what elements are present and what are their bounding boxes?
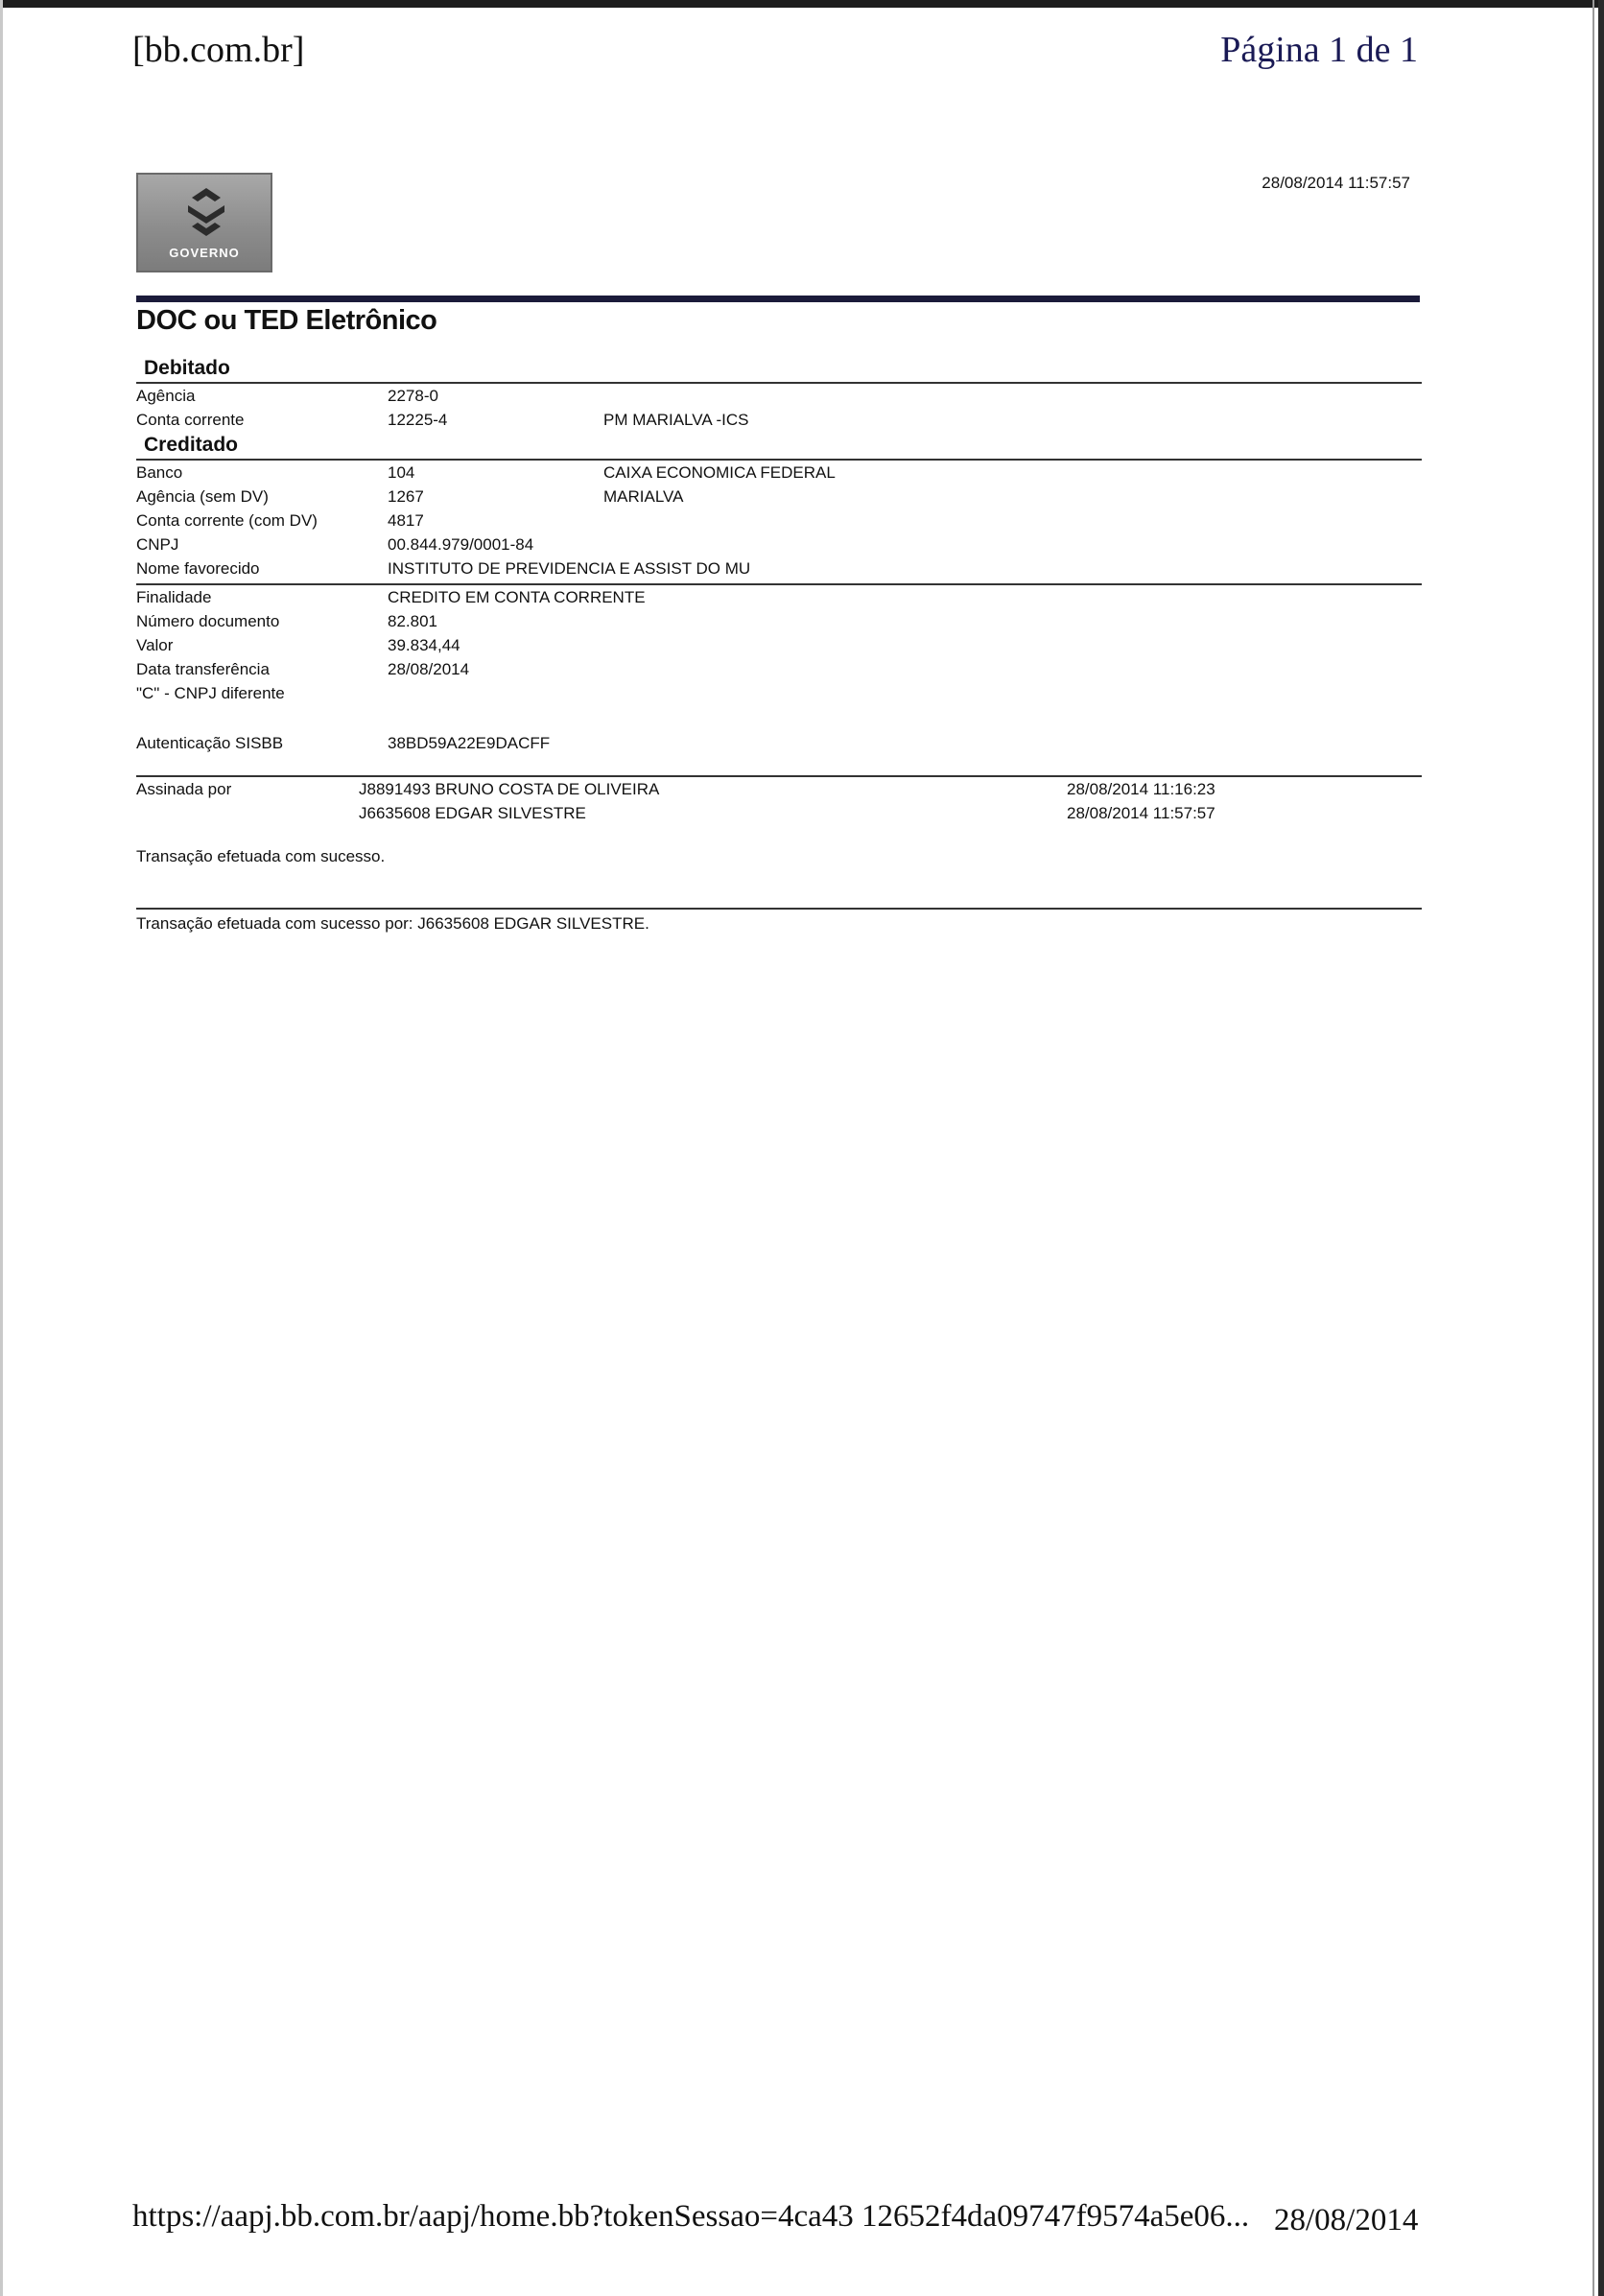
table-row [136,387,1422,411]
report-timestamp: 28/08/2014 11:57:57 [1262,174,1410,192]
table-row [136,612,1422,636]
row-value: 39.834,44 [388,636,460,654]
section-creditado-heading: Creditado [144,434,239,456]
row-label: Conta corrente [136,411,245,429]
signer-datetime: 28/08/2014 11:16:23 [1067,780,1215,798]
authentication-code: 38BD59A22E9DACFF [388,734,551,752]
page-header-page-number: Página 1 de 1 [1220,30,1418,70]
table-row [136,588,1422,612]
scan-edge-right [1598,0,1604,2296]
row-label: Nome favorecido [136,559,260,578]
table-row [136,511,1422,535]
signature-divider [136,775,1422,777]
row-label: CNPJ [136,535,179,554]
page-header-site: [bb.com.br] [132,30,305,70]
signature-row [136,780,1422,804]
signed-by-label: Assinada por [136,780,232,798]
row-label: Data transferência [136,660,270,678]
signer-name: J8891493 BRUNO COSTA DE OLIVEIRA [359,780,660,798]
row-label: Agência (sem DV) [136,487,269,506]
row-label: Agência [136,387,196,405]
row-value: 28/08/2014 [388,660,470,678]
table-row [136,487,1422,511]
row-value: 82.801 [388,612,437,630]
final-divider [136,908,1422,910]
table-row [136,411,1422,435]
row-value: CREDITO EM CONTA CORRENTE [388,588,646,606]
row-value: 00.844.979/0001-84 [388,535,534,554]
table-row [136,535,1422,559]
row-label: Banco [136,463,183,482]
row-extra: CAIXA ECONOMICA FEDERAL [603,463,836,482]
authentication-row [136,734,1422,758]
scan-edge-top [0,0,1604,8]
row-label: "C" - CNPJ diferente [136,684,285,702]
row-label: Número documento [136,612,280,630]
table-row [136,463,1422,487]
page-footer-url: https://aapj.bb.com.br/aapj/home.bb?tokenSessao=4ca43 12652f4da09747f9574a5e06... [132,2199,1250,2234]
page-title: DOC ou TED Eletrônico [136,305,437,336]
table-row [136,684,1422,708]
scan-edge-right-inner [1592,0,1594,2296]
row-extra: MARIALVA [603,487,684,506]
row-value: 4817 [388,511,424,530]
section-debitado-heading: Debitado [144,357,230,379]
status-message: Transação efetuada com sucesso. [136,847,386,865]
banco-do-brasil-logo [136,173,272,272]
details-divider [136,583,1422,585]
authentication-label: Autenticação SISBB [136,734,284,752]
logo-text: GOVERNO [169,246,240,260]
debitado-divider [136,382,1422,384]
table-row [136,660,1422,684]
row-value: 2278-0 [388,387,438,405]
page-footer-date: 28/08/2014 [1274,2203,1419,2237]
signature-row [136,804,1422,828]
row-extra: PM MARIALVA -ICS [603,411,749,429]
row-label: Finalidade [136,588,212,606]
table-row [136,559,1422,583]
title-top-bar [136,296,1420,302]
table-row [136,636,1422,660]
creditado-divider [136,459,1422,461]
row-value: 104 [388,463,415,482]
row-value: 12225-4 [388,411,448,429]
signer-datetime: 28/08/2014 11:57:57 [1067,804,1215,822]
bb-logo-icon [178,184,234,240]
signer-name: J6635608 EDGAR SILVESTRE [359,804,586,822]
scan-edge-left [0,0,3,2296]
row-label: Valor [136,636,174,654]
row-value: INSTITUTO DE PREVIDENCIA E ASSIST DO MU [388,559,751,578]
row-value: 1267 [388,487,424,506]
row-label: Conta corrente (com DV) [136,511,318,530]
final-message: Transação efetuada com sucesso por: J6635608 EDGAR SILVESTRE. [136,914,649,933]
